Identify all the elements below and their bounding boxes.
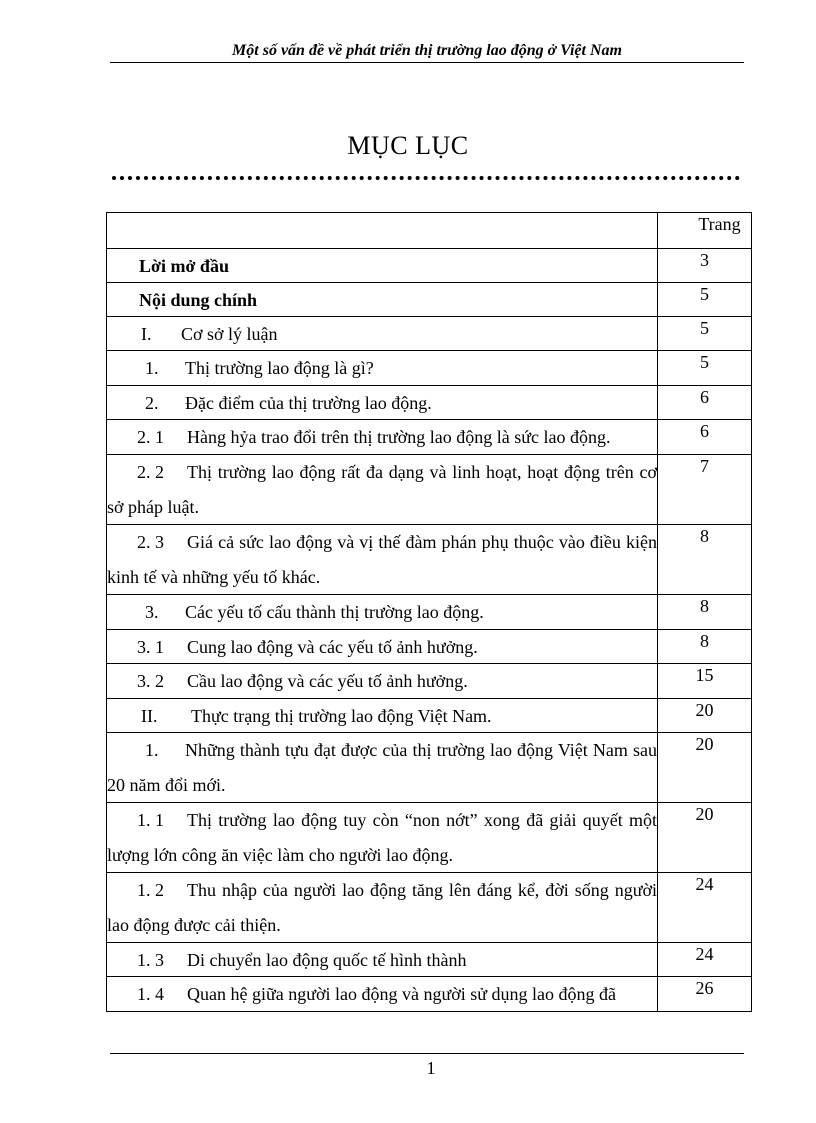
toc-entry-text: Thị trường lao động tuy còn “non nớt” xong đã giải quyết một lượng lớn công ăn việc làm cho người lao động. — [107, 810, 657, 865]
toc-entry-number: 2. 1 — [137, 427, 164, 447]
toc-entry-title-cell — [107, 386, 658, 420]
toc-entry-number: 3. — [145, 602, 159, 622]
toc-entry-text: Các yếu tố cấu thành thị trường lao động. — [185, 602, 484, 622]
toc-entry-row — [107, 317, 752, 351]
toc-entry-number: I. — [141, 324, 152, 344]
dotted-divider — [112, 176, 740, 180]
toc-entry-title-cell — [107, 630, 658, 664]
toc-entry-number: 1. 1 — [137, 810, 164, 830]
toc-entry-row — [107, 873, 752, 943]
toc-entry-text: Quan hệ giữa người lao động và người sử dụng lao động đã — [187, 984, 616, 1004]
toc-entry-text: Di chuyển lao động quốc tế hình thành — [187, 950, 467, 970]
toc-entry-number: 1. 4 — [137, 984, 164, 1004]
toc-entry-title-cell — [107, 595, 658, 630]
toc-entry-text: Những thành tựu đạt được của thị trường lao động Việt Nam sau 20 năm đổi mới. — [107, 740, 657, 795]
toc-entry-title-cell — [107, 977, 658, 1012]
toc-entry-text: Thị trường lao động là gì? — [185, 358, 374, 378]
toc-entry-page: 20 — [658, 733, 752, 803]
toc-entry-title-cell — [107, 420, 658, 455]
toc-entry-title-cell — [107, 733, 658, 803]
toc-entry-row — [107, 733, 752, 803]
toc-page-column-label: Trang — [658, 213, 752, 249]
toc-entry-page: 15 — [658, 664, 752, 699]
toc-entry-row — [107, 283, 752, 317]
toc-entry-text: Thị trường lao động rất đa dạng và linh hoạt, hoạt động trên cơ sở pháp luật. — [107, 462, 657, 517]
running-header-title: Một số vấn đề về phát triển thị trường lao động ở Việt Nam — [232, 42, 622, 59]
toc-entry-title-cell — [107, 249, 658, 283]
toc-entry-page: 26 — [658, 977, 752, 1012]
toc-entry-row — [107, 803, 752, 873]
toc-entry-page: 8 — [658, 525, 752, 595]
toc-entry-title-cell — [107, 455, 658, 525]
toc-entry-text: Giá cả sức lao động và vị thế đàm phán phụ thuộc vào điều kiện kinh tế và những yếu tố khác. — [107, 532, 657, 587]
toc-entry-title-cell — [107, 803, 658, 873]
toc-entry-title-cell — [107, 664, 658, 699]
toc-entry-number: 1. — [145, 358, 159, 378]
toc-entry-page: 7 — [658, 455, 752, 525]
toc-entry-text: Lời mở đầu — [139, 256, 229, 276]
toc-entry-title-cell — [107, 317, 658, 351]
toc-entry-row — [107, 386, 752, 420]
toc-entry-row — [107, 630, 752, 664]
toc-entry-page: 6 — [658, 420, 752, 455]
toc-entry-text: Cung lao động và các yếu tố ảnh hưởng. — [187, 637, 478, 657]
toc-entry-number: 1. — [145, 740, 159, 760]
toc-header-blank-cell — [107, 213, 658, 249]
toc-entry-page: 20 — [658, 803, 752, 873]
toc-entry-page: 5 — [658, 283, 752, 317]
toc-entry-text: Hàng hỷa trao đổi trên thị trường lao động là sức lao động. — [187, 427, 611, 447]
toc-entry-row — [107, 664, 752, 699]
toc-heading: MỤC LỤC — [347, 131, 469, 160]
toc-entry-row — [107, 943, 752, 977]
toc-entry-page: 5 — [658, 317, 752, 351]
toc-entry-row — [107, 699, 752, 733]
header-rule — [110, 62, 744, 63]
toc-entry-number: 2. 2 — [137, 462, 164, 482]
toc-entry-row — [107, 977, 752, 1012]
toc-entry-row — [107, 249, 752, 283]
toc-entry-text: Nội dung chính — [139, 290, 258, 310]
toc-entry-row — [107, 420, 752, 455]
toc-entry-page: 24 — [658, 943, 752, 977]
toc-table — [106, 212, 752, 1012]
toc-entry-page: 5 — [658, 351, 752, 386]
toc-entry-text: Cơ sở lý luận — [181, 324, 278, 344]
toc-entry-page: 20 — [658, 699, 752, 733]
toc-entry-number: 2. 3 — [137, 532, 164, 552]
toc-entry-text: Cầu lao động và các yếu tố ảnh hưởng. — [187, 671, 468, 691]
toc-entry-title-cell — [107, 699, 658, 733]
toc-entry-text: Thu nhập của người lao động tăng lên đáng kể, đời sống người lao động được cải thiện. — [107, 880, 657, 935]
toc-entry-number: 2. — [145, 393, 159, 413]
toc-entry-number: 3. 1 — [137, 637, 164, 657]
toc-entry-page: 24 — [658, 873, 752, 943]
toc-entry-text: Thực trạng thị trường lao động Việt Nam. — [191, 706, 492, 726]
toc-entry-text: Đặc điểm của thị trường lao động. — [185, 393, 432, 413]
toc-entry-page: 3 — [658, 249, 752, 283]
toc-entry-page: 6 — [658, 386, 752, 420]
toc-entry-title-cell — [107, 351, 658, 386]
toc-entry-number: II. — [141, 706, 158, 726]
toc-entry-page: 8 — [658, 630, 752, 664]
toc-entry-row — [107, 351, 752, 386]
toc-entry-title-cell — [107, 873, 658, 943]
toc-entry-title-cell — [107, 943, 658, 977]
toc-entry-title-cell — [107, 283, 658, 317]
toc-entry-number: 3. 2 — [137, 671, 164, 691]
toc-header-row — [107, 213, 752, 249]
toc-entry-row — [107, 595, 752, 630]
toc-entry-title-cell — [107, 525, 658, 595]
footer-rule — [110, 1053, 744, 1054]
toc-entry-row — [107, 525, 752, 595]
toc-entry-number: 1. 2 — [137, 880, 164, 900]
toc-entry-row — [107, 455, 752, 525]
page-number: 1 — [426, 1058, 436, 1078]
toc-entry-number: 1. 3 — [137, 950, 164, 970]
toc-entry-page: 8 — [658, 595, 752, 630]
